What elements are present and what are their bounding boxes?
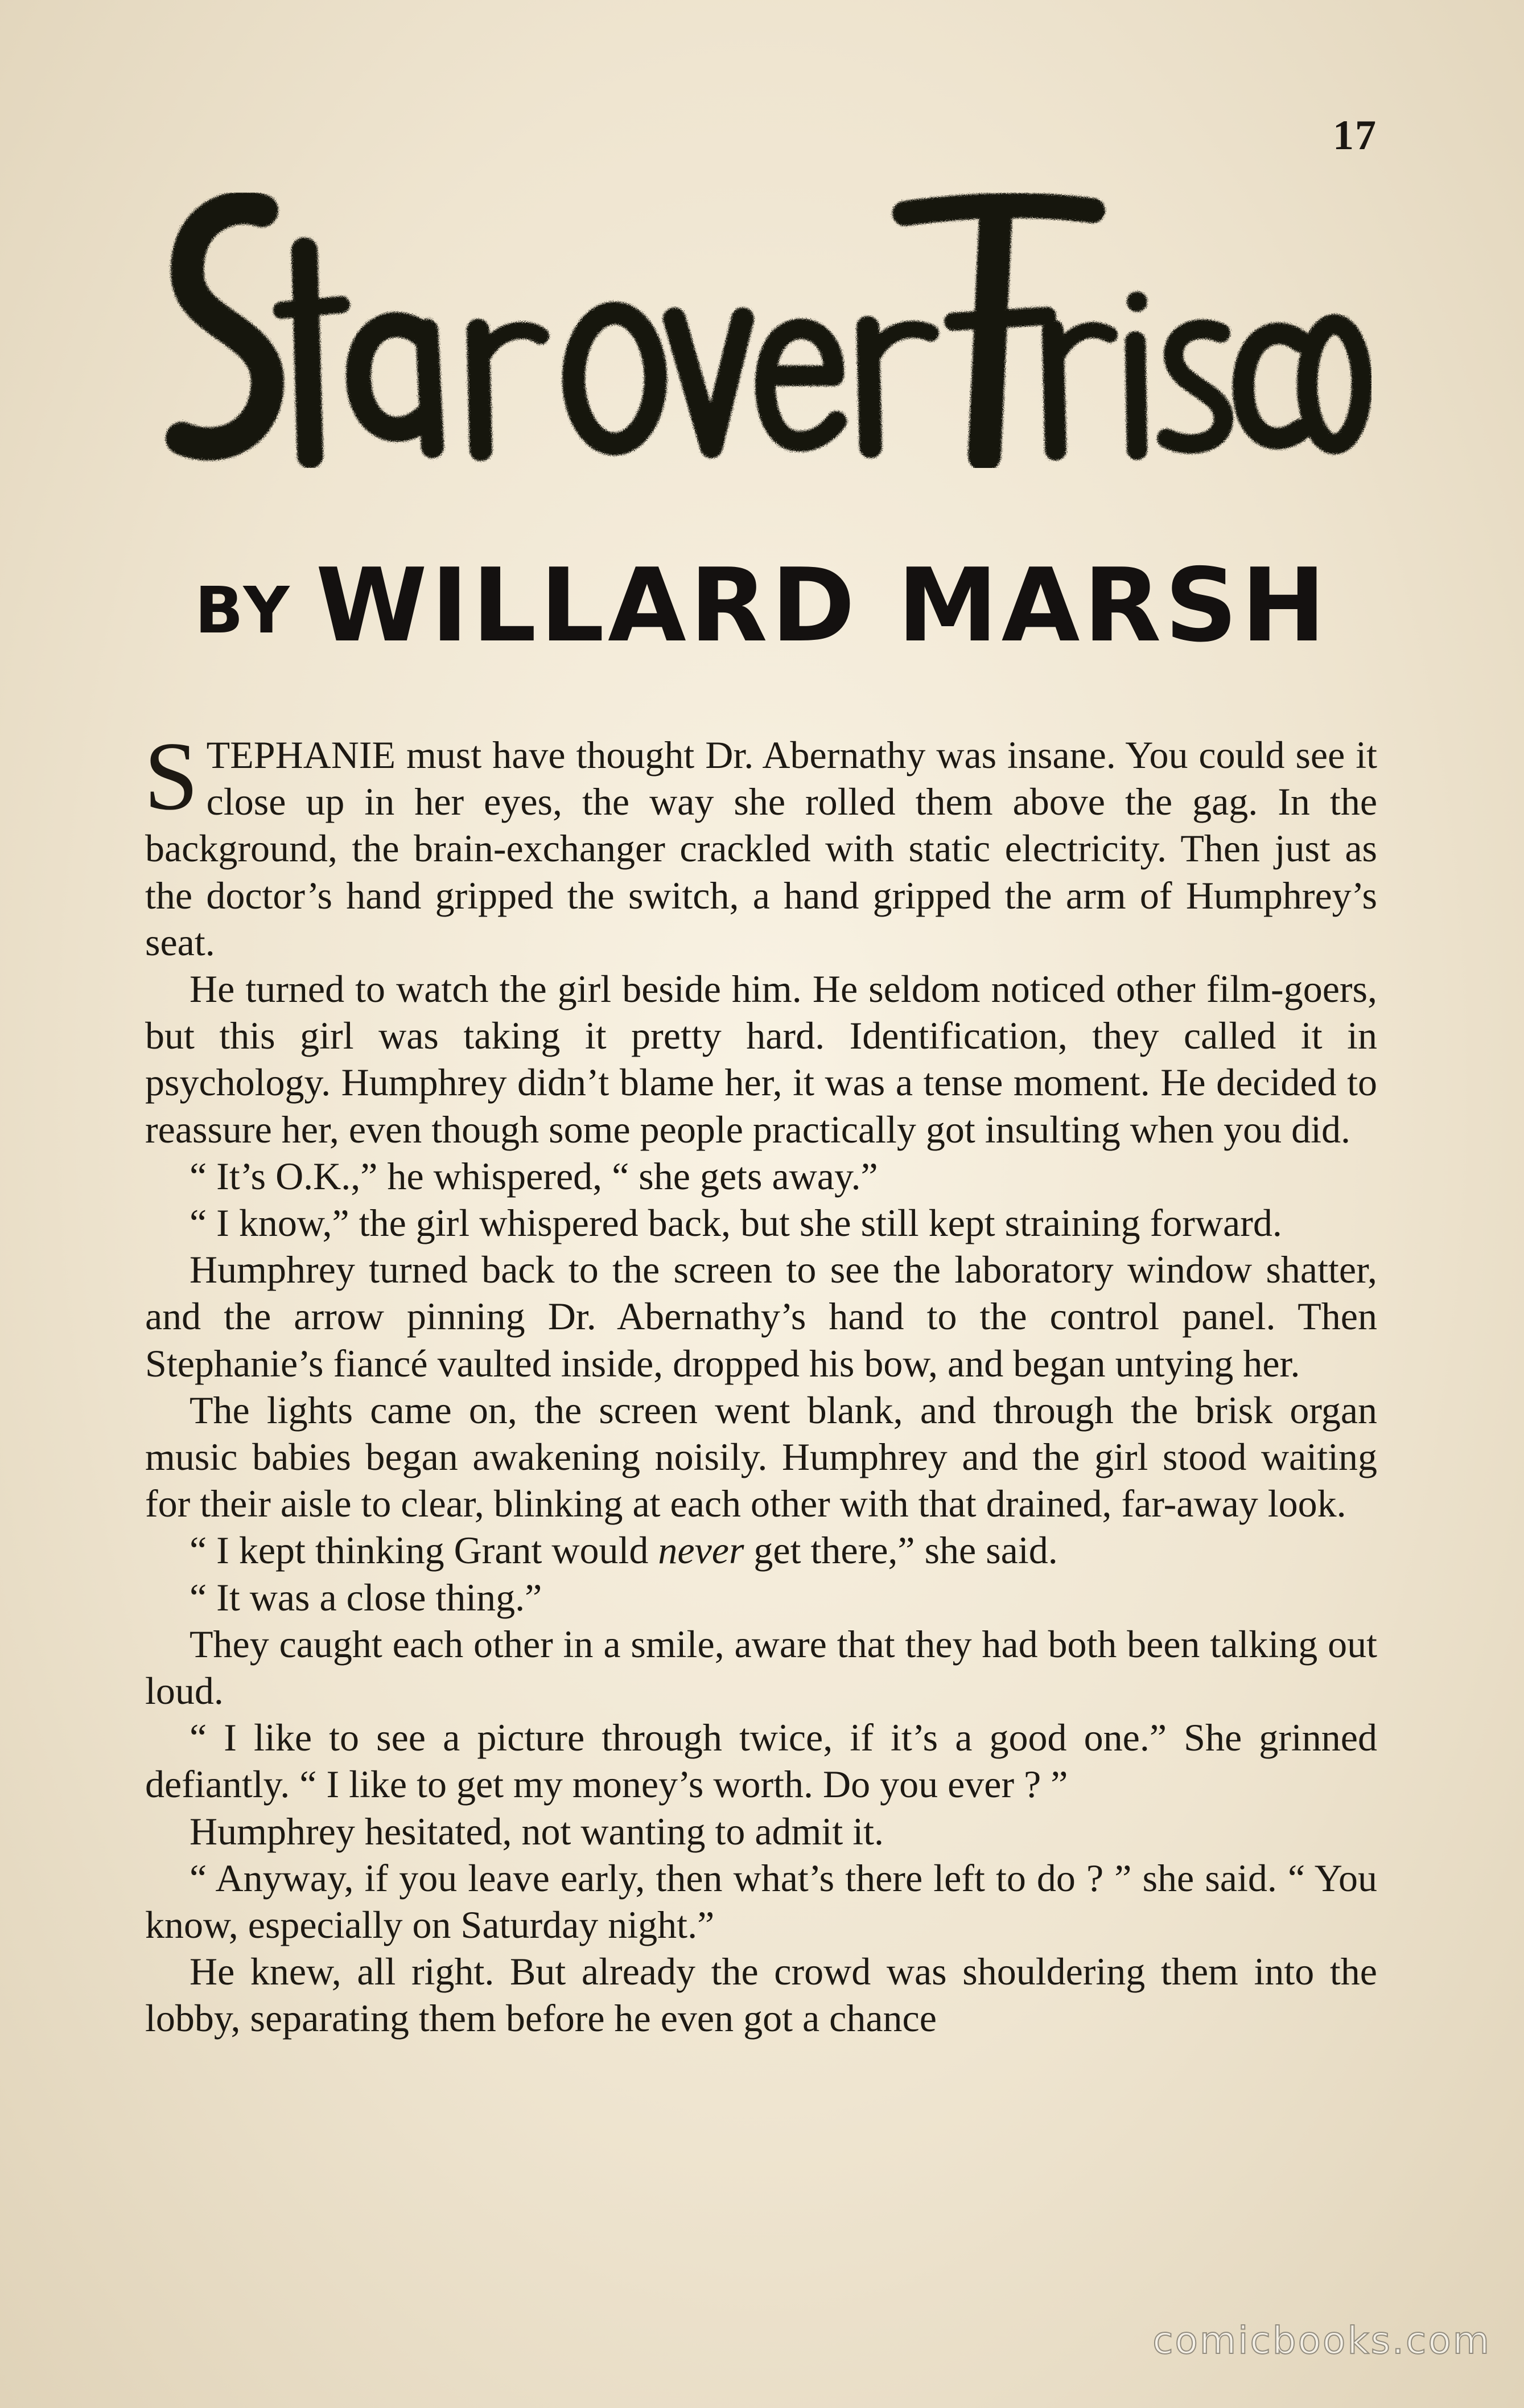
story-paragraph: The lights came on, the screen went blank, and through the brisk organ music babies began awakening noisily. Humphrey and the girl stood waiting for their aisle to clear, blinking at each other with that drained, far-away look. — [145, 1388, 1377, 1526]
author-byline — [0, 546, 1524, 664]
story-paragraph: “ I kept thinking Grant would never get there,” she said. — [190, 1528, 1058, 1572]
story-text — [144, 722, 1377, 2042]
story-paragraph: Humphrey turned back to the screen to see the laboratory window shatter, and the arrow pinning Dr. Abernathy’s hand to the control panel. Then Stephanie’s fiancé vaulted inside, dropped his bow, and began untying her. — [145, 1248, 1377, 1385]
story-paragraph: “ I know,” the girl whispered back, but she still kept straining forward. — [190, 1201, 1282, 1245]
page-number: 17 — [1333, 112, 1377, 159]
story-title-logo — [159, 188, 1371, 507]
story-paragraph: He turned to watch the girl beside him. He seldom noticed other film-goers, but this girl was taking it pretty hard. Identification, they called it in psychology. Humphrey didn’t blame her, it was a tense moment. He decided to reassure her, even though some people practically got insulting when you did. — [145, 967, 1377, 1151]
story-paragraph: “ I like to see a picture through twice, if it’s a good one.” She grinned defiantly. “ I like to get my money’s worth. Do you ever ? ” — [145, 1716, 1377, 1806]
story-paragraph: STEPHANIE must have thought Dr. Abernathy was insane. You could see it close up in her eyes, the way she rolled them above the gag. In the background, the brain-exchanger crackled with static electricity. Then just as the doctor’s hand gripped the switch, a hand gripped the arm of Humphrey’s seat. — [144, 722, 1377, 964]
drop-cap: S — [144, 722, 199, 831]
story-paragraph: “ Anyway, if you leave early, then what’s there left to do ? ” she said. “ You know, especially on Saturday night.” — [145, 1856, 1377, 1947]
story-paragraph: “ It was a close thing.” — [190, 1575, 542, 1619]
story-paragraph: They caught each other in a smile, aware that they had both been talking out loud. — [145, 1622, 1377, 1713]
byline-author: WILLARD MARSH — [315, 546, 1329, 664]
byline-by: BY — [195, 574, 293, 648]
emphasis-never: never — [658, 1528, 744, 1572]
story-paragraph: Humphrey hesitated, not wanting to admit it. — [190, 1809, 884, 1853]
story-paragraph: “ It’s O.K.,” he whispered, “ she gets away.” — [190, 1154, 878, 1198]
story-paragraph: He knew, all right. But already the crowd was shouldering them into the lobby, separating them before he even got a chance — [145, 1950, 1377, 2040]
site-watermark: comicbooks.com — [1152, 2319, 1491, 2362]
